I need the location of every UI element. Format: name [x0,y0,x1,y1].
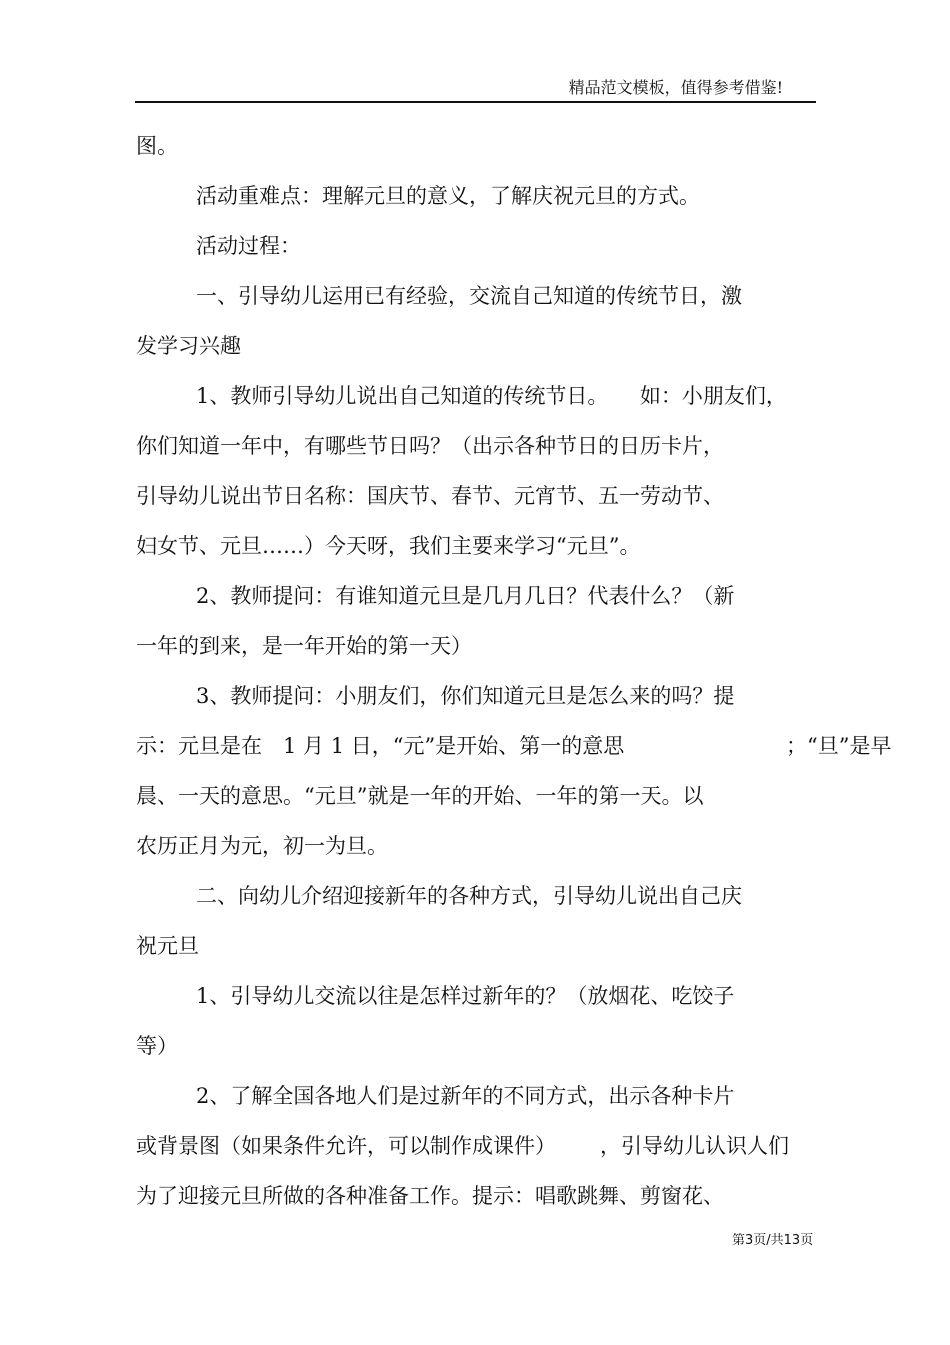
page-number: 第3页/共13页 [732,1233,814,1248]
text-line: ；“旦”是早 [786,734,892,758]
text-line: 活动过程： [196,234,301,258]
text-line: 妇女节、元旦……）今天呀，我们主要来学习“元旦”。 [136,534,641,558]
page-header [135,78,816,98]
text-line: 一年的到来，是一年开始的第一天） [136,634,472,658]
text-line: 3、教师提问：小朋友们，你们知道元旦是怎么来的吗？提 [196,684,735,708]
text-line: 祝元旦 [136,934,199,958]
text-line: 示：元旦是在 1 月 1 日，“元”是开始、第一的意思 [136,734,625,758]
text-line: 为了迎接元旦所做的各种准备工作。提示：唱歌跳舞、剪窗花、 [136,1184,724,1208]
text-line: 活动重难点：理解元旦的意义，了解庆祝元旦的方式。 [196,184,700,208]
text-line: 农历正月为元，初一为旦。 [136,834,388,858]
text-line: 1、教师引导幼儿说出自己知道的传统节日。 如：小朋友们， [196,384,787,408]
text-line: 图。 [136,134,178,158]
text-line: 晨、一天的意思。“元旦”就是一年的开始、一年的第一天。以 [136,784,704,808]
header-divider [135,101,816,103]
text-line: 1、引导幼儿交流以往是怎样过新年的？（放烟花、吃饺子 [196,984,735,1008]
text-line: 引导幼儿说出节日名称：国庆节、春节、元宵节、五一劳动节、 [136,484,724,508]
text-line: 等） [136,1034,178,1058]
text-line: 一、引导幼儿运用已有经验，交流自己知道的传统节日，激 [196,284,742,308]
text-line: 你们知道一年中，有哪些节日吗？（出示各种节日的日历卡片， [136,434,724,458]
text-line: 发学习兴趣 [136,334,241,358]
text-line: 2、了解全国各地人们是过新年的不同方式，出示各种卡片 [196,1084,735,1108]
text-line: 二、向幼儿介绍迎接新年的各种方式，引导幼儿说出自己庆 [196,884,742,908]
text-line: 2、教师提问：有谁知道元旦是几月几日？代表什么？（新 [196,584,735,608]
header-text: 精品范文模板，值得参考借鉴! [568,78,783,97]
text-line: 或背景图（如果条件允许，可以制作成课件） [136,1134,556,1158]
text-line: ，引导幼儿认识人们 [600,1134,789,1158]
